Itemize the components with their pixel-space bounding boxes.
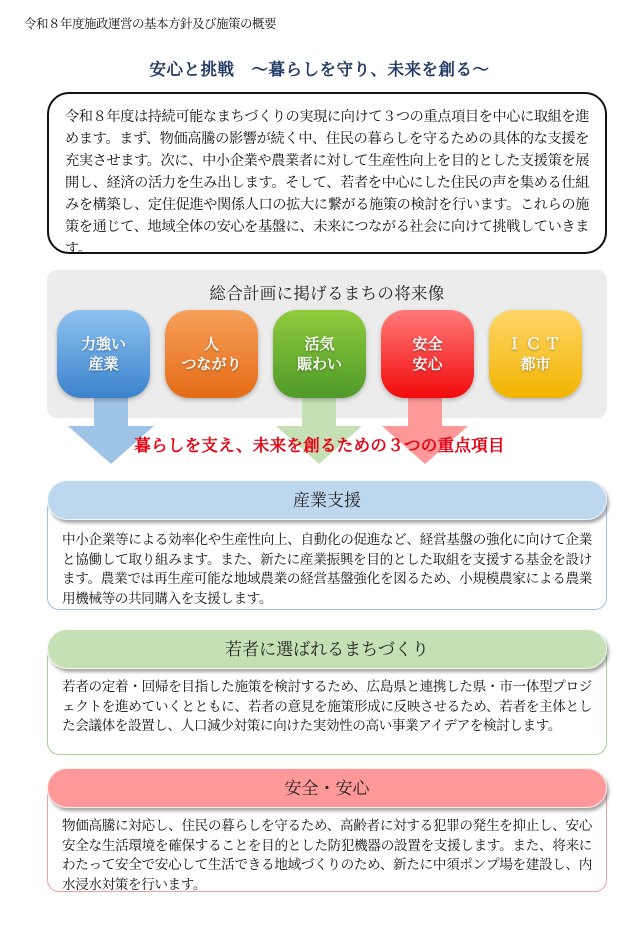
section-header: 若者に選ばれるまちづくり [47,629,607,669]
vision-card-line1: 活気 [304,335,335,353]
vision-card-line1: 力強い [80,335,126,353]
focus-caption: 暮らしを支え、未来を創るための３つの重点項目 [134,436,505,455]
intro-box [47,92,607,257]
vision-card-safety [381,310,474,398]
vision-card-connection [165,310,258,398]
vision-card-line1: 人 [203,335,219,353]
vision-card-line1: 安全 [412,335,443,353]
section-text: 物価高騰に対応し、住民の暮らしを守るため、高齢者に対する犯罪の発生を抑止し、安心安全な生活環境を確保することを目的とした防犯機器の設置を支援します。また、将来にわたって安全で安心して生活できる地域づくりのため、新たに中須ポンプ場を建設し、内水浸水対策を行います。 [62,818,593,893]
section-text: 若者の定着・回帰を目指した施策を検討するため、広島県と連携した県・市一体型プロジェクトを進めていくとともに、若者の意見を施策形成に反映させるため、若者を主体とした会議体を設置し、人口減少対策に向けた実効性の高い事業アイデアを検討します。 [62,679,592,734]
section-youth-town [47,629,607,757]
section-text: 中小企業等による効率化や生産性向上、自動化の促進など、経営基盤の強化に向けて企業と協働して取り組みます。また、新たに産業振興を目的とした取組を支援する基金を設けます。農業では再生産可能な地域農業の経営基盤強化を図るため、小規模農家による農業用機械等の共同購入を支援します。 [62,532,592,607]
vision-card-line2: 賑わい [296,355,342,373]
vision-card-line2: 産業 [88,355,119,373]
document-header: 令和８年度施政運営の基本方針及び施策の概要 [24,16,277,31]
vision-card-line2: つながり [181,355,242,373]
vision-card-ict [489,310,582,398]
section-header: 安全・安心 [47,768,607,808]
intro-text: 令和８年度は持続可能なまちづくりの実現に向けて３つの重点項目を中心に取組を進めます。まず、物価高騰の影響が続く中、住民の暮らしを守るための具体的な支援を充実させます。次に、中小企業や農業者に対して生産性向上を目的とした支援策を展開し、経済の活力を生み出します。そして、若者を中心にした住民の声を集める仕組みを構築し、定住促進や関係人口の拡大に繋がる施策の検討を行います。これらの施策を通じて、地域全体の安心を基盤に、未来につながる社会に向けて挑戦していきます。 [65,109,589,257]
section-industry-support [47,480,607,612]
page-title: 安心と挑戦 ～暮らしを守り、未来を創る～ [149,60,490,79]
vision-card-line2: 都市 [520,355,551,373]
vision-card-vitality [273,310,366,398]
vision-card-line2: 安心 [412,355,443,373]
section-header: 産業支援 [47,480,607,520]
vision-card-line1: ＩＣＴ [506,335,564,353]
vision-card-industry [57,310,150,398]
section-safety-security [47,768,607,894]
vision-title: 総合計画に掲げるまちの将来像 [209,284,445,303]
